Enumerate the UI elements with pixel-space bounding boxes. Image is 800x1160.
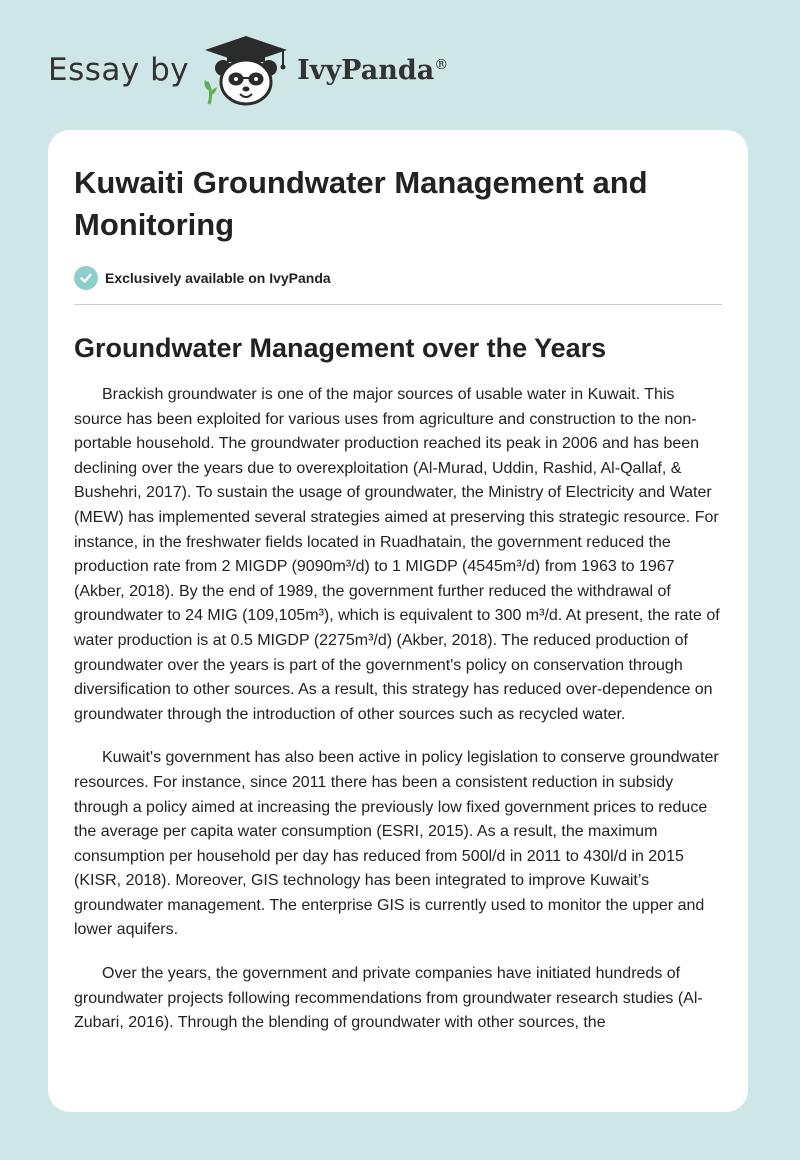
exclusive-badge <box>74 266 722 290</box>
exclusive-badge-text: Exclusively available on IvyPanda <box>105 270 331 286</box>
section-heading: Groundwater Management over the Years <box>74 333 607 363</box>
title-divider <box>74 304 722 305</box>
paragraph-1: Brackish groundwater is one of the major sources of usable water in Kuwait. This source has been exploited for various uses from agriculture and construction to the non-portable household. The groundwater production reached its peak in 2006 and has been declining over the years due to overexploitation (Al-Murad, Uddin, Rashid, Al-Qallaf, & Bushehri, 2017). To sustain the usage of groundwater, the Ministry of Electricity and Water (MEW) has implemented several strategies aimed at preserving this strategic resource. For instance, in the freshwater fields located in Ruadhatain, the government reduced the production rate from 2 MIGDP (9090m³/d) to 1 MIGDP (4545m³/d) from 1963 to 1967 (Akber, 2018). By the end of 1989, the government further reduced the withdrawal of groundwater to 24 MIG (109,105m³), which is equivalent to 300 m³/d. At present, the rate of water production is at 0.5 MIGDP (2275m³/d) (Akber, 2018). The reduced production of groundwater over the years is part of the government's policy on conservation through diversification to other sources. As a result, this strategy has reduced over-dependence on groundwater through the introduction of other sources such as recycled water. <box>74 386 720 723</box>
brand-prefix: Essay by <box>48 52 190 88</box>
essay-title: Kuwaiti Groundwater Management and Monitoring <box>74 165 648 242</box>
essay-card <box>48 130 748 1112</box>
check-circle-icon <box>74 266 98 290</box>
paragraph-3: Over the years, the government and private companies have initiated hundreds of groundwater projects following recommendations from groundwater research studies (Al-Zubari, 2016). Through the blending of groundwater with other sources, the <box>74 965 703 1032</box>
site-header <box>48 30 448 110</box>
registered-mark: ® <box>434 56 449 73</box>
brand-name[interactable]: IvyPanda® <box>297 54 449 86</box>
paragraph-2: Kuwait's government has also been active in policy legislation to conserve groundwater resources. For instance, since 2011 there has been a consistent reduction in subsidy through a policy aimed at increasing the previously low fixed government prices to reduce the average per capita water consumption (ESRI, 2015). As a result, the maximum consumption per household per day has reduced from 500l/d in 2011 to 430l/d in 2015 (KISR, 2018). Moreover, GIS technology has been integrated to improve Kuwait’s groundwater management. The enterprise GIS is currently used to monitor the upper and lower aquifers. <box>74 749 719 939</box>
panda-graduate-icon[interactable] <box>203 34 289 106</box>
